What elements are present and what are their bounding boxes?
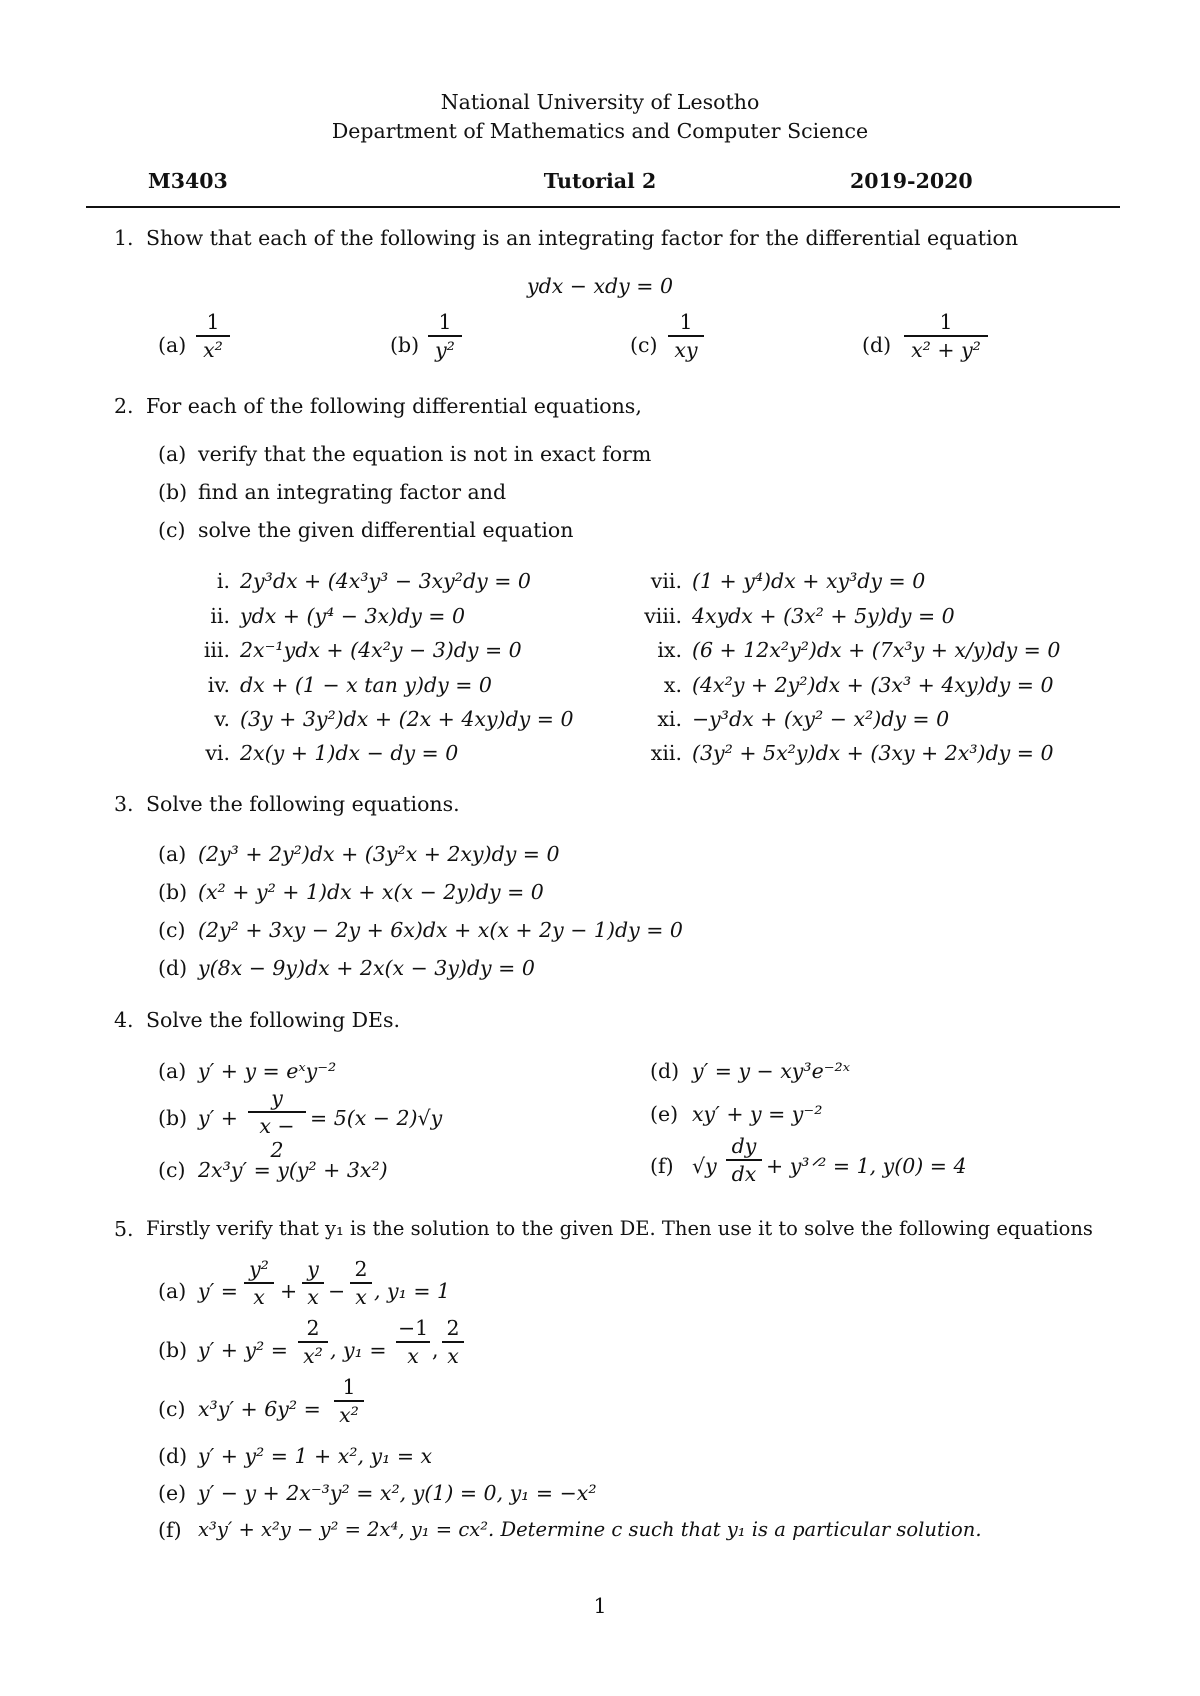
q5-b-f3-numerator: 2	[446, 1316, 460, 1340]
fraction-bar	[668, 335, 704, 337]
q5-b-f2-denominator: x	[407, 1343, 419, 1368]
tutorial-title: Tutorial 2	[543, 169, 657, 193]
question-4-number: 4.	[114, 1008, 134, 1032]
fraction-bar	[904, 335, 988, 337]
q2-eq-xi: −y³dx + (xy² − x²)dy = 0	[692, 707, 950, 731]
q2-eq-xii-label: xii.	[650, 741, 682, 765]
q5-e-label: (e)	[158, 1481, 187, 1505]
q5-c-pre: x³y′ + 6y² =	[198, 1397, 321, 1421]
fraction-bar	[298, 1341, 328, 1343]
q2-eq-x: (4x²y + 2y²)dx + (3x³ + 4xy)dy = 0	[692, 673, 1054, 697]
q5-f-eq: x³y′ + x²y − y² = 2x⁴, y₁ = cx². Determine c such that y₁ is a particular solution.	[198, 1518, 982, 1541]
q3-item-b-label: (b)	[158, 880, 188, 904]
q5-a-pre: y′ =	[198, 1279, 238, 1303]
question-4-text: Solve the following DEs.	[146, 1008, 401, 1032]
q2-eq-x-label: x.	[663, 673, 682, 697]
q1-option-c-numerator: 1	[679, 310, 693, 334]
q2-eq-v: (3y + 3y²)dx + (2x + 4xy)dy = 0	[240, 707, 574, 731]
q2-step-a-label: (a)	[158, 442, 187, 466]
q4-f-pre: √y	[692, 1154, 717, 1178]
q2-eq-vi: 2x(y + 1)dx − dy = 0	[240, 741, 459, 765]
q5-f-label: (f)	[158, 1518, 182, 1542]
q5-a-f1-numerator: y²	[249, 1257, 269, 1281]
q5-a-post: , y₁ = 1	[374, 1279, 451, 1303]
fraction-bar	[442, 1341, 464, 1343]
fraction-bar	[302, 1282, 324, 1284]
q2-eq-i-label: i.	[216, 569, 230, 593]
course-code: M3403	[148, 169, 228, 193]
q5-b-label: (b)	[158, 1338, 188, 1362]
q2-eq-ii: ydx + (y⁴ − 3x)dy = 0	[240, 604, 466, 628]
fraction-bar	[726, 1159, 762, 1161]
q2-eq-ix: (6 + 12x²y²)dx + (7x³y + x/y)dy = 0	[692, 638, 1061, 662]
q5-a-f3-numerator: 2	[354, 1257, 368, 1281]
q4-f-label: (f)	[650, 1154, 674, 1178]
q4-f-fraction	[726, 1134, 762, 1186]
q5-a-minus: −	[328, 1279, 346, 1303]
q1-option-d-label: (d)	[862, 333, 892, 357]
q2-eq-vii-label: vii.	[650, 569, 682, 593]
q5-c-label: (c)	[158, 1397, 186, 1421]
q2-eq-ii-label: ii.	[210, 604, 230, 628]
q5-a-f1-denominator: x	[253, 1284, 265, 1309]
q5-b-fraction-3	[442, 1316, 464, 1368]
q1-option-c-denominator: xy	[674, 337, 698, 362]
q2-eq-iii-label: iii.	[203, 638, 230, 662]
q2-step-b-text: find an integrating factor and	[198, 480, 507, 504]
header-rule	[86, 206, 1120, 208]
q2-eq-i: 2y³dx + (4x³y³ − 3xy²dy = 0	[240, 569, 531, 593]
q5-b-f1-denominator: x²	[303, 1343, 323, 1368]
fraction-bar	[334, 1400, 364, 1402]
q3-item-c-label: (c)	[158, 918, 186, 942]
q4-c-label: (c)	[158, 1158, 186, 1182]
institution-name: National University of Lesotho	[440, 90, 760, 114]
q1-option-d-denominator: x² + y²	[911, 337, 981, 362]
q4-b-fraction	[248, 1086, 306, 1162]
q2-step-b-label: (b)	[158, 480, 188, 504]
q4-b-pre: y′ +	[198, 1106, 238, 1130]
q3-item-c: (2y² + 3xy − 2y + 6x)dx + x(x + 2y − 1)dy = 0	[198, 918, 683, 942]
fraction-bar	[244, 1282, 274, 1284]
q5-a-f3-denominator: x	[355, 1284, 367, 1309]
q5-a-fraction-2	[302, 1257, 324, 1309]
q1-option-a-numerator: 1	[206, 310, 220, 334]
question-1-text: Show that each of the following is an integrating factor for the differential equation	[146, 226, 1019, 250]
question-3-text: Solve the following equations.	[146, 792, 460, 816]
q4-b-numerator: y	[271, 1086, 283, 1110]
q5-e-eq: y′ − y + 2x⁻³y² = x², y(1) = 0, y₁ = −x²	[198, 1481, 597, 1505]
q1-option-b-label: (b)	[390, 333, 420, 357]
q5-c-numerator: 1	[342, 1375, 356, 1399]
q4-b-denominator: x − 2	[259, 1113, 295, 1162]
q4-e-eq: xy′ + y = y⁻²	[692, 1102, 823, 1126]
q5-a-fraction-3	[350, 1257, 372, 1309]
q5-b-f3-denominator: x	[447, 1343, 459, 1368]
question-2-text: For each of the following differential equations,	[146, 394, 642, 418]
q2-step-a-text: verify that the equation is not in exact form	[198, 442, 652, 466]
q4-c-eq: 2x³y′ = y(y² + 3x²)	[198, 1158, 388, 1182]
q5-b-mid: , y₁ =	[330, 1338, 387, 1362]
q3-item-d: y(8x − 9y)dx + 2x(x − 3y)dy = 0	[198, 956, 535, 980]
q5-d-eq: y′ + y² = 1 + x², y₁ = x	[198, 1444, 433, 1468]
fraction-bar	[196, 335, 230, 337]
q2-eq-xi-label: xi.	[657, 707, 682, 731]
q4-d-label: (d)	[650, 1059, 680, 1083]
question-5-text: Firstly verify that y₁ is the solution to the given DE. Then use it to solve the following equations	[146, 1217, 1093, 1240]
q2-eq-iv-label: iv.	[207, 673, 230, 697]
q5-c-denominator: x²	[339, 1402, 359, 1427]
q1-option-b-numerator: 1	[438, 310, 452, 334]
q5-c-fraction	[334, 1375, 364, 1427]
q3-item-b: (x² + y² + 1)dx + x(x − 2y)dy = 0	[198, 880, 544, 904]
q5-b-comma: ,	[432, 1338, 439, 1362]
q3-item-d-label: (d)	[158, 956, 188, 980]
q5-b-fraction-1	[298, 1316, 328, 1368]
q4-a-eq: y′ + y = eˣy⁻²	[198, 1059, 337, 1083]
q2-eq-ix-label: ix.	[657, 638, 682, 662]
q3-item-a-label: (a)	[158, 842, 187, 866]
q4-a-label: (a)	[158, 1059, 187, 1083]
q4-b-post: = 5(x − 2)√y	[310, 1106, 443, 1130]
q2-eq-viii: 4xydx + (3x² + 5y)dy = 0	[692, 604, 955, 628]
q1-option-a-fraction	[196, 310, 230, 362]
q4-b-label: (b)	[158, 1106, 188, 1130]
q2-eq-iii: 2x⁻¹ydx + (4x²y − 3)dy = 0	[240, 638, 522, 662]
q4-f-post: + y³ᐟ² = 1, y(0) = 4	[766, 1154, 967, 1178]
q1-option-a-label: (a)	[158, 333, 187, 357]
fraction-bar	[350, 1282, 372, 1284]
q2-eq-vi-label: vi.	[205, 741, 230, 765]
fraction-bar	[428, 335, 462, 337]
q2-step-c-label: (c)	[158, 518, 186, 542]
q5-a-f2-denominator: x	[307, 1284, 319, 1309]
question-3-number: 3.	[114, 792, 134, 816]
q5-a-f2-numerator: y	[307, 1257, 319, 1281]
q4-e-label: (e)	[650, 1102, 679, 1126]
question-2-number: 2.	[114, 394, 134, 418]
q2-step-c-text: solve the given differential equation	[198, 518, 574, 542]
q3-item-a: (2y³ + 2y²)dx + (3y²x + 2xy)dy = 0	[198, 842, 560, 866]
q4-f-denominator: dx	[731, 1161, 757, 1186]
q5-b-f2-numerator: −1	[398, 1316, 429, 1340]
q2-eq-vii: (1 + y⁴)dx + xy³dy = 0	[692, 569, 926, 593]
q5-a-plus: +	[280, 1279, 298, 1303]
q1-option-d-fraction	[904, 310, 988, 362]
q1-option-b-denominator: y²	[435, 337, 455, 362]
q2-eq-iv: dx + (1 − x tan y)dy = 0	[240, 673, 492, 697]
q5-d-label: (d)	[158, 1444, 188, 1468]
q5-b-fraction-2	[396, 1316, 430, 1368]
q5-a-fraction-1	[244, 1257, 274, 1309]
q1-option-c-label: (c)	[630, 333, 658, 357]
question-1-equation: ydx − xdy = 0	[527, 274, 673, 298]
question-5-number: 5.	[114, 1217, 134, 1241]
q1-option-a-denominator: x²	[203, 337, 223, 362]
page-number: 1	[593, 1594, 607, 1618]
q2-eq-v-label: v.	[214, 707, 230, 731]
q5-b-pre: y′ + y² =	[198, 1338, 288, 1362]
q1-option-d-numerator: 1	[939, 310, 953, 334]
question-1-number: 1.	[114, 226, 134, 250]
q2-eq-xii: (3y² + 5x²y)dx + (3xy + 2x³)dy = 0	[692, 741, 1054, 765]
q1-option-c-fraction	[668, 310, 704, 362]
fraction-bar	[396, 1341, 430, 1343]
fraction-bar	[248, 1111, 306, 1113]
academic-year: 2019-2020	[850, 169, 973, 193]
q2-eq-viii-label: viii.	[644, 604, 682, 628]
q5-a-label: (a)	[158, 1279, 187, 1303]
q1-option-b-fraction	[428, 310, 462, 362]
q4-f-numerator: dy	[731, 1134, 757, 1158]
q4-d-eq: y′ = y − xy³e⁻²ˣ	[692, 1059, 851, 1083]
department-name: Department of Mathematics and Computer Science	[331, 119, 869, 143]
q5-b-f1-numerator: 2	[306, 1316, 320, 1340]
